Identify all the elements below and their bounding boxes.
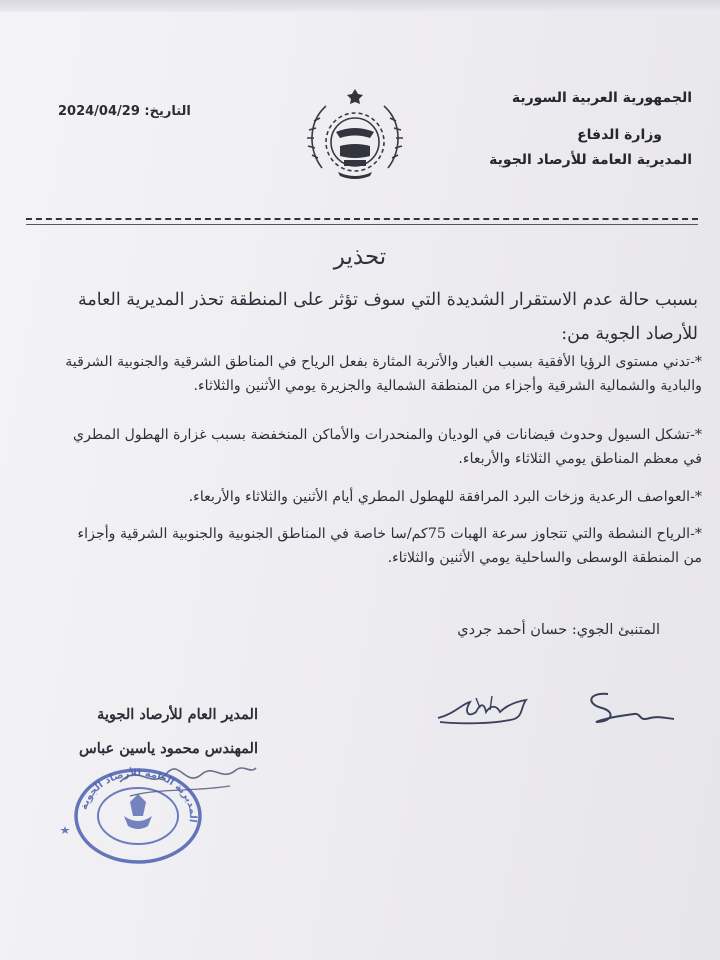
date-value: 2024/04/29: [58, 104, 140, 119]
item-line: *-تشكل السيول وحدوث فيضانات في الوديان والمنحدرات والأماكن المنخفضة بسبب غزارة الهطول المطري: [73, 427, 702, 443]
item-line: *-الرياح النشطة والتي تتجاوز سرعة الهبات 75كم/سا خاصة في المناطق الجنوبية والجنوبية الشرقية وأجزاء: [77, 526, 702, 542]
header-date: [58, 104, 191, 119]
item-line: من المنطقة الوسطى والساحلية يومي الأثنين والثلاثاء.: [387, 550, 702, 566]
intro-line-2: للأرصاد الجوية من:: [561, 324, 698, 344]
stamp-text: المديرية العامة للأرصاد الجوية: [78, 767, 199, 824]
official-stamp-icon: [68, 760, 208, 868]
warning-title: تحذير: [333, 244, 387, 270]
warning-item: [12, 522, 702, 570]
warning-item: [12, 423, 702, 471]
signatory-title: المدير العام للأرصاد الجوية: [97, 706, 258, 723]
page-top-edge: [0, 0, 720, 12]
forecaster-signature-icon: [578, 688, 678, 728]
date-label: التاريخ:: [144, 104, 191, 119]
item-line: *-تدني مستوى الرؤيا الأفقية بسبب الغبار والأتربة المثارة بفعل الرياح في المناطق الشرقية والجنوبية الشرقية: [65, 354, 702, 370]
item-line: في معظم المناطق يومي الثلاثاء والأربعاء.: [458, 451, 702, 467]
warning-item: [12, 350, 702, 398]
header-divider: [26, 218, 698, 220]
second-signature-icon: [434, 694, 534, 730]
header-directorate: المديرية العامة للأرصاد الجوية: [489, 152, 692, 168]
header-country: الجمهورية العربية السورية: [511, 90, 692, 106]
header-ministry: وزارة الدفاع: [577, 127, 662, 143]
warning-intro: [22, 283, 698, 351]
item-line: *-العواصف الرعدية وزخات البرد المرافقة للهطول المطري أيام الأثنين والثلاثاء والأربعاء.: [188, 489, 702, 505]
intro-line-1: بسبب حالة عدم الاستقرار الشديدة التي سوف تؤثر على المنطقة تحذر المديرية العامة: [77, 290, 698, 310]
signatory-name: المهندس محمود ياسين عباس: [79, 740, 258, 757]
forecaster-name: المتنبئ الجوي: حسان أحمد جردي: [457, 622, 660, 638]
header-divider-line: [26, 224, 698, 225]
warning-item: [12, 485, 702, 509]
ministry-emblem-icon: [300, 88, 410, 188]
item-line: والبادية والشمالية الشرقية وأجزاء من المنطقة الشمالية والجزيرة يومي الأثنين والثلاثاء.: [193, 378, 702, 394]
